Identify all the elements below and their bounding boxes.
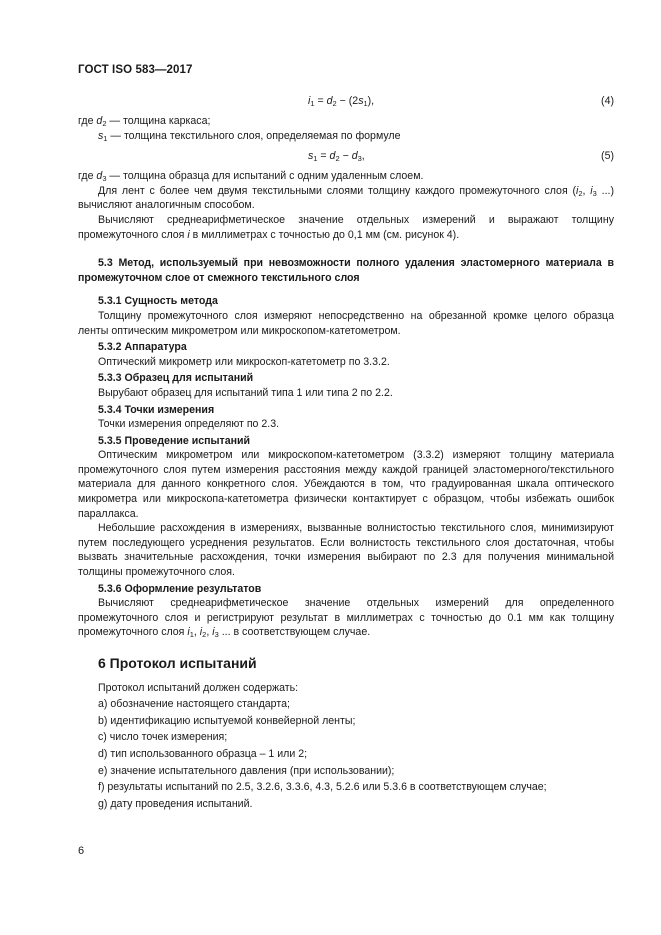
section-5-3-2-text: Оптический микрометр или микроскоп-катетометр по 3.3.2. xyxy=(98,355,390,368)
section-5-3-1-heading: 5.3.1 Сущность метода xyxy=(98,295,218,308)
section-5-3-3-text: Вырубают образец для испытаний типа 1 или типа 2 по 2.2. xyxy=(98,386,393,399)
section-6-heading: 6 Протокол испытаний xyxy=(98,655,257,671)
section-6-intro: Протокол испытаний должен содержать: xyxy=(98,681,299,694)
list-item: e) значение испытательного давления (при использовании); xyxy=(98,764,395,777)
section-5-3-4-text: Точки измерения определяют по 2.3. xyxy=(98,418,280,431)
list-item: b) идентификацию испытуемой конвейерной ленты; xyxy=(98,714,356,727)
list-item: f) результаты испытаний по 2.5, 3.2.6, 3.3.6, 4.3, 5.2.6 или 5.3.6 в соответствующем случае; xyxy=(98,781,547,794)
equation-5-number: (5) xyxy=(601,150,614,163)
document-body xyxy=(78,94,614,811)
paragraph-average: Вычисляют среднеарифметическое значение отдельных измерений и выражают толщину промежуточного слоя i в миллиметрах с точностью до 0,1 мм (см. рисунок 4). xyxy=(78,213,614,241)
list-item: d) тип использованного образца – 1 или 2; xyxy=(98,747,308,760)
equation-4-expression: $i_1 = d_2 - (2s_1)$, xyxy=(308,95,375,108)
equation-5 xyxy=(78,149,614,165)
equation-4-number: (4) xyxy=(601,95,614,107)
section-5-3-4-heading: 5.3.4 Точки измерения xyxy=(98,403,215,416)
list-item: a) обозначение настоящего стандарта; xyxy=(98,698,290,711)
list-item: g) дату проведения испытаний. xyxy=(98,797,253,810)
section-5-3-6-text: Вычисляют среднеарифметическое значение отдельных измерений для определенного промежуточного слоя и регистрируют результат в миллиметрах с точностью до 0.1 мм как толщину промежуточного слоя $i_1$, $i_2$, $i_3$ ... в соответствующем случае. xyxy=(78,597,614,640)
where-s1-line: $s_1$ — толщина текстильного слоя, определяемая по формуле xyxy=(98,129,401,143)
equation-4 xyxy=(78,94,614,110)
where-d2-line: где $d_2$ — толщина каркаса; xyxy=(78,115,211,128)
equation-5-expression: $s_1 = d_2 - d_3$, xyxy=(308,150,365,164)
section-5-3-1-text: Толщину промежуточного слоя измеряют непосредственно на обрезанной кромке целого образца ленты оптическим микрометром или микроскопом-катетометром. xyxy=(78,309,614,337)
section-5-3-5-heading: 5.3.5 Проведение испытаний xyxy=(98,434,251,447)
where-d3-line: где $d_3$ — толщина образца для испытаний с одним удаленным слоем. xyxy=(78,170,424,184)
section-5-3-6-heading: 5.3.6 Оформление результатов xyxy=(98,582,262,595)
section-5-3-5-paragraph-1: Оптическим микрометром или микроскопом-катетометром (3.3.2) измеряют толщину материала промежуточного слоя путем измерения расстояния между каждой границей эластомерного/текстильного материала для данного конкретного слоя. Убеждаются в том, что градуированная шкала оптического микрометра или микроскопа-катетометра физически контактирует с образцом, чтобы избежать ошибок параллакса. xyxy=(78,449,614,520)
document-header: ГОСТ ISO 583—2017 xyxy=(78,64,193,76)
section-5-3-heading: 5.3 Метод, используемый при невозможности полного удаления эластомерного материала в промежуточном слое от смежного текстильного слоя xyxy=(78,257,614,284)
section-5-3-2-heading: 5.3.2 Аппаратура xyxy=(98,341,187,354)
list-item: c) число точек измерения; xyxy=(98,731,228,744)
page-number: 6 xyxy=(78,845,85,857)
section-5-3-5-paragraph-2: Небольшие расхождения в измерениях, вызванные волнистостью текстильного слоя, минимизируют путем последующего усреднения результатов. Если волнистость текстильного слоя достаточная, чтобы вызвать значительные расхождения, точки измерения выбирают по 2.3 для получения минимальной толщины промежуточного слоя. xyxy=(78,522,614,579)
paragraph-multi-layer: Для лент с более чем двумя текстильными слоями толщину каждого промежуточного слоя ($i_2$, $i_3$ ...) вычисляют аналогичным способом. xyxy=(78,184,614,212)
section-5-3-3-heading: 5.3.3 Образец для испытаний xyxy=(98,372,254,385)
